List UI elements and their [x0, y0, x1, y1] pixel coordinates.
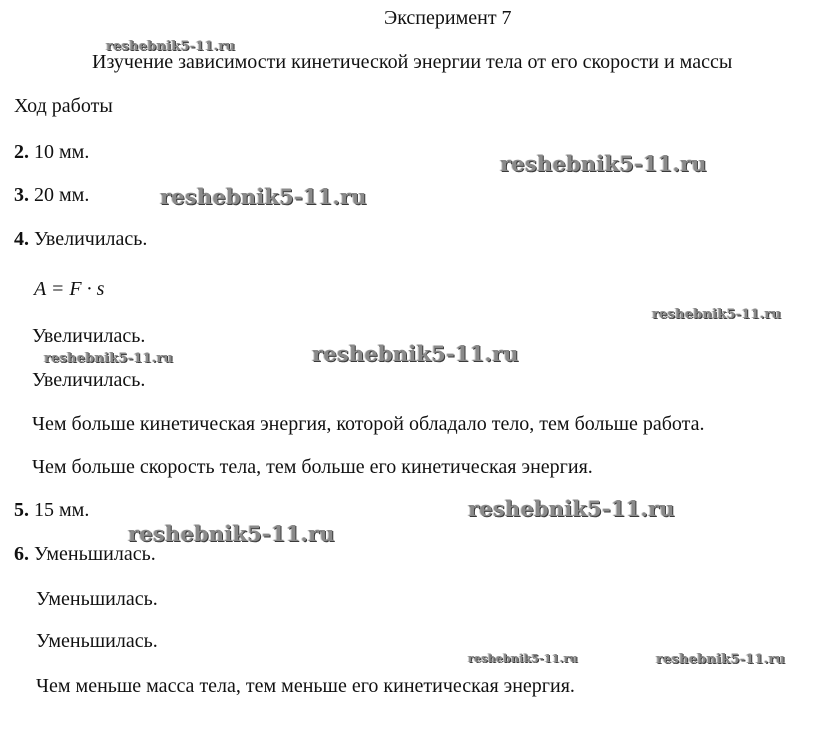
item-text: Увеличилась. — [29, 228, 148, 250]
answer-item-3 — [14, 183, 89, 207]
answer-item-5 — [14, 498, 89, 522]
answer-line: Увеличилась. — [32, 369, 146, 391]
item-number: 6. — [14, 543, 29, 565]
item-number: 5. — [14, 499, 29, 521]
watermark: reshebnik5-11.ru — [656, 652, 786, 667]
watermark: reshebnik5-11.ru — [44, 351, 174, 366]
answer-line: Чем больше скорость тела, тем больше его кинетическая энергия. — [32, 456, 593, 478]
answer-item-4 — [14, 227, 147, 251]
page-subtitle: Изучение зависимости кинетической энергии тела от его скорости и массы — [92, 51, 733, 73]
answer-item-2 — [14, 140, 89, 164]
watermark: reshebnik5-11.ru — [468, 496, 675, 521]
answer-line: Чем больше кинетическая энергия, которой обладало тело, тем больше работа. — [32, 413, 705, 435]
item-number: 4. — [14, 228, 29, 250]
work-formula: A = F · s — [34, 278, 105, 300]
answer-line: Уменьшилась. — [36, 588, 158, 610]
watermark: reshebnik5-11.ru — [160, 184, 367, 209]
page-title: Эксперимент 7 — [384, 7, 512, 29]
item-text: 20 мм. — [29, 184, 90, 206]
watermark: reshebnik5-11.ru — [106, 39, 236, 54]
watermark: reshebnik5-11.ru — [652, 307, 782, 322]
watermark: reshebnik5-11.ru — [128, 521, 335, 546]
item-number: 2. — [14, 141, 29, 163]
watermark: reshebnik5-11.ru — [468, 652, 578, 665]
answer-line: Чем меньше масса тела, тем меньше его кинетическая энергия. — [36, 675, 575, 697]
answer-line: Увеличилась. — [32, 325, 146, 347]
item-text: Уменьшилась. — [29, 543, 156, 565]
watermark: reshebnik5-11.ru — [500, 151, 707, 176]
item-text: 10 мм. — [29, 141, 90, 163]
item-text: 15 мм. — [29, 499, 90, 521]
watermark: reshebnik5-11.ru — [312, 341, 519, 366]
answer-line: Уменьшилась. — [36, 630, 158, 652]
item-number: 3. — [14, 184, 29, 206]
section-heading: Ход работы — [14, 95, 113, 117]
